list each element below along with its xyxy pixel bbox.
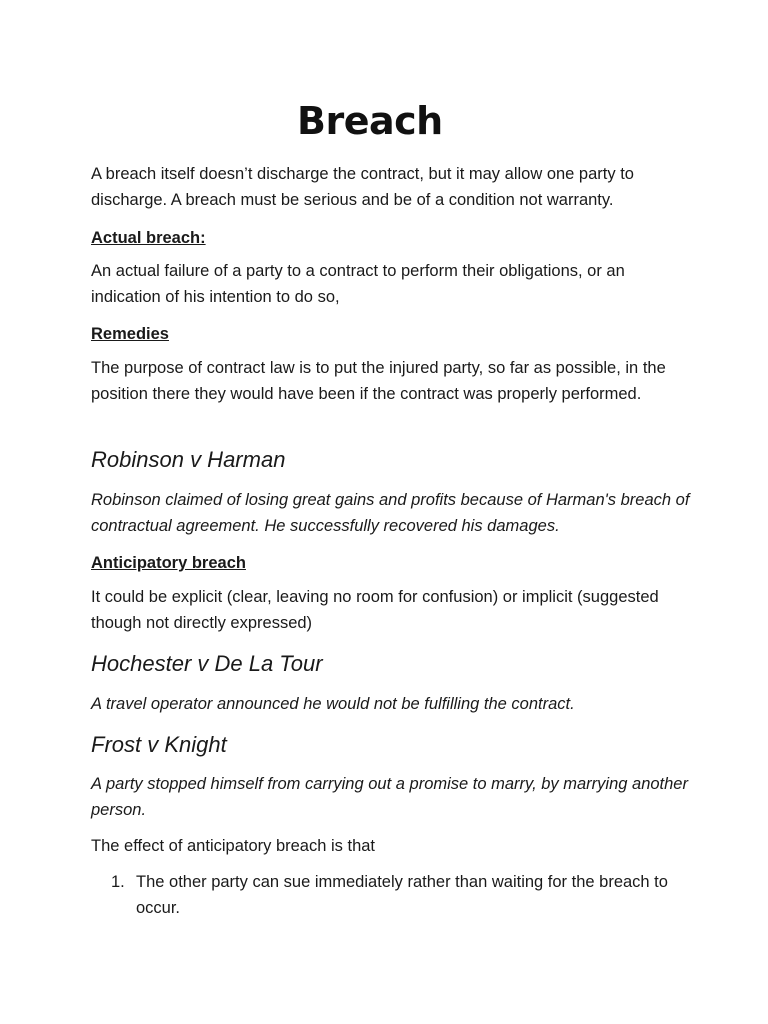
case-hochester-summary: A travel operator announced he would not be fulfilling the contract.: [91, 695, 575, 713]
remedies-paragraph: The purpose of contract law is to put the injured party, so far as possible, in the position there they would have been if the contract was properly performed.: [91, 359, 666, 403]
case-frost-heading: Frost v Knight: [91, 732, 227, 757]
list-item: [91, 869, 691, 921]
anticipatory-breach-heading: Anticipatory breach: [91, 554, 246, 572]
actual-breach-paragraph: An actual failure of a party to a contract to perform their obligations, or an indication of his intention to do so,: [91, 262, 625, 306]
anticipatory-breach-paragraph: It could be explicit (clear, leaving no room for confusion) or implicit (suggested though not directly expressed): [91, 588, 659, 632]
case-robinson-summary: Robinson claimed of losing great gains and profits because of Harman's breach of contractual agreement. He successfully recovered his damages.: [91, 491, 690, 535]
effect-paragraph: The effect of anticipatory breach is that: [91, 837, 376, 855]
effect-list: [91, 869, 691, 921]
case-robinson-heading: Robinson v Harman: [91, 447, 286, 472]
list-item-text: The other party can sue immediately rather than waiting for the breach to occur.: [136, 873, 668, 917]
intro-paragraph: A breach itself doesn’t discharge the contract, but it may allow one party to discharge. A breach must be serious and be of a condition not warranty.: [91, 165, 634, 209]
case-hochester-heading: Hochester v De La Tour: [91, 651, 323, 676]
list-item-number: 1.: [111, 873, 125, 891]
actual-breach-heading: Actual breach:: [91, 229, 206, 247]
remedies-heading: Remedies: [91, 325, 169, 343]
page-title: Breach: [297, 99, 443, 143]
case-frost-summary: A party stopped himself from carrying out a promise to marry, by marrying another person.: [91, 775, 688, 819]
